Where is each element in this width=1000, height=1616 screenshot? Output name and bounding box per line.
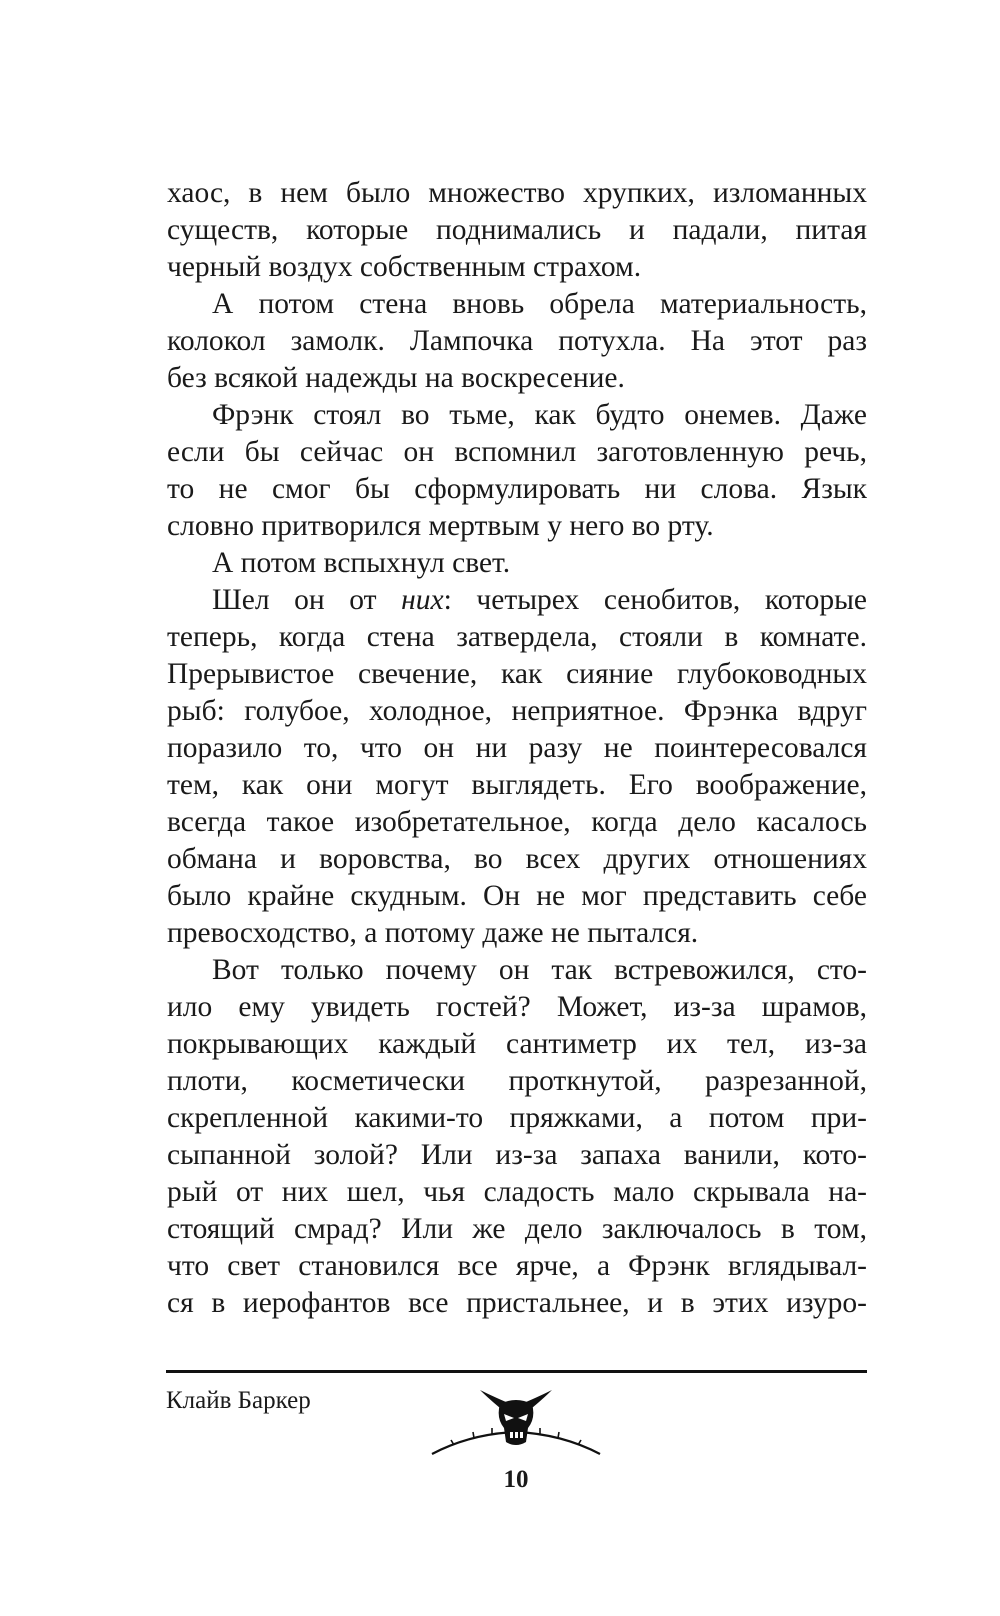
paragraph-5-line-7: всегда такое изобретательное, когда дело касалось: [167, 806, 867, 838]
paragraph-5-line-10: превосходство, а потому даже не пытался.: [167, 917, 699, 949]
paragraph-5-line-1: [167, 582, 867, 619]
paragraph-2-line-1: А потом стена вновь обрела материальность,: [212, 288, 867, 320]
footer-rule: [166, 1370, 867, 1373]
paragraph-5-line-1-end: : четырех сенобитов, которые: [443, 584, 867, 616]
paragraph-5-line-3: Прерывистое свечение, как сияние глубоководных: [167, 658, 867, 690]
paragraph-6-line-3: покрывающих каждый сантиметр их тел, из-за: [167, 1028, 867, 1060]
paragraph-6-line-4: плоти, косметически проткнутой, разрезанной,: [167, 1065, 867, 1097]
paragraph-3-line-1: Фрэнк стоял во тьме, как будто онемев. Даже: [212, 399, 867, 431]
page-number: 10: [503, 1466, 529, 1493]
horned-skull-emblem-icon: [430, 1388, 602, 1460]
paragraph-4-line-1: А потом вспыхнул свет.: [212, 547, 511, 579]
paragraph-6-line-8: стоящий смрад? Или же дело заключалось в том,: [167, 1213, 867, 1245]
paragraph-6-line-6: сыпанной золой? Или из-за запаха ванили, кото-: [167, 1139, 867, 1171]
paragraph-5-line-6: тем, как они могут выглядеть. Его воображение,: [167, 769, 867, 801]
paragraph-5-italic-word: них: [401, 584, 444, 616]
paragraph-1-line-1: хаос, в нем было множество хрупких, изломанных: [167, 177, 867, 209]
paragraph-5-line-4: рыб: голубое, холодное, неприятное. Фрэнка вдруг: [167, 695, 867, 727]
paragraph-3-line-4: словно притворился мертвым у него во рту.: [167, 510, 714, 542]
paragraph-6-line-9: что свет становился все ярче, а Фрэнк вглядывал-: [167, 1250, 867, 1282]
paragraph-5-line-9: было крайне скудным. Он не мог представить себе: [167, 880, 867, 912]
running-footer-author: Клайв Баркер: [166, 1387, 311, 1414]
paragraph-3-line-3: то не смог бы сформулировать ни слова. Язык: [167, 473, 867, 505]
paragraph-2-line-3: без всякой надежды на воскресение.: [167, 362, 625, 394]
paragraph-1-line-2: существ, которые поднимались и падали, питая: [167, 214, 867, 246]
paragraph-6-line-10: ся в иерофантов все пристальнее, и в этих изуро-: [167, 1287, 867, 1319]
paragraph-5-line-2: теперь, когда стена затвердела, стояли в комнате.: [167, 621, 867, 653]
paragraph-5-line-1-start: Шел он от: [212, 584, 402, 616]
paragraph-1-line-3: черный воздух собственным страхом.: [167, 251, 642, 283]
paragraph-6-line-1: Вот только почему он так встревожился, сто-: [212, 954, 867, 986]
paragraph-6-line-2: ило ему увидеть гостей? Может, из-за шрамов,: [167, 991, 867, 1023]
paragraph-2-line-2: колокол замолк. Лампочка потухла. На этот раз: [167, 325, 867, 357]
body-text: [167, 175, 867, 1322]
paragraph-5-line-8: обмана и воровства, во всех других отношениях: [167, 843, 867, 875]
paragraph-3-line-2: если бы сейчас он вспомнил заготовленную речь,: [167, 436, 867, 468]
paragraph-5-line-5: поразило то, что он ни разу не поинтересовался: [167, 732, 867, 764]
paragraph-6-line-5: скрепленной какими-то пряжками, а потом при-: [167, 1102, 867, 1134]
paragraph-6-line-7: рый от них шел, чья сладость мало скрывала на-: [167, 1176, 867, 1208]
